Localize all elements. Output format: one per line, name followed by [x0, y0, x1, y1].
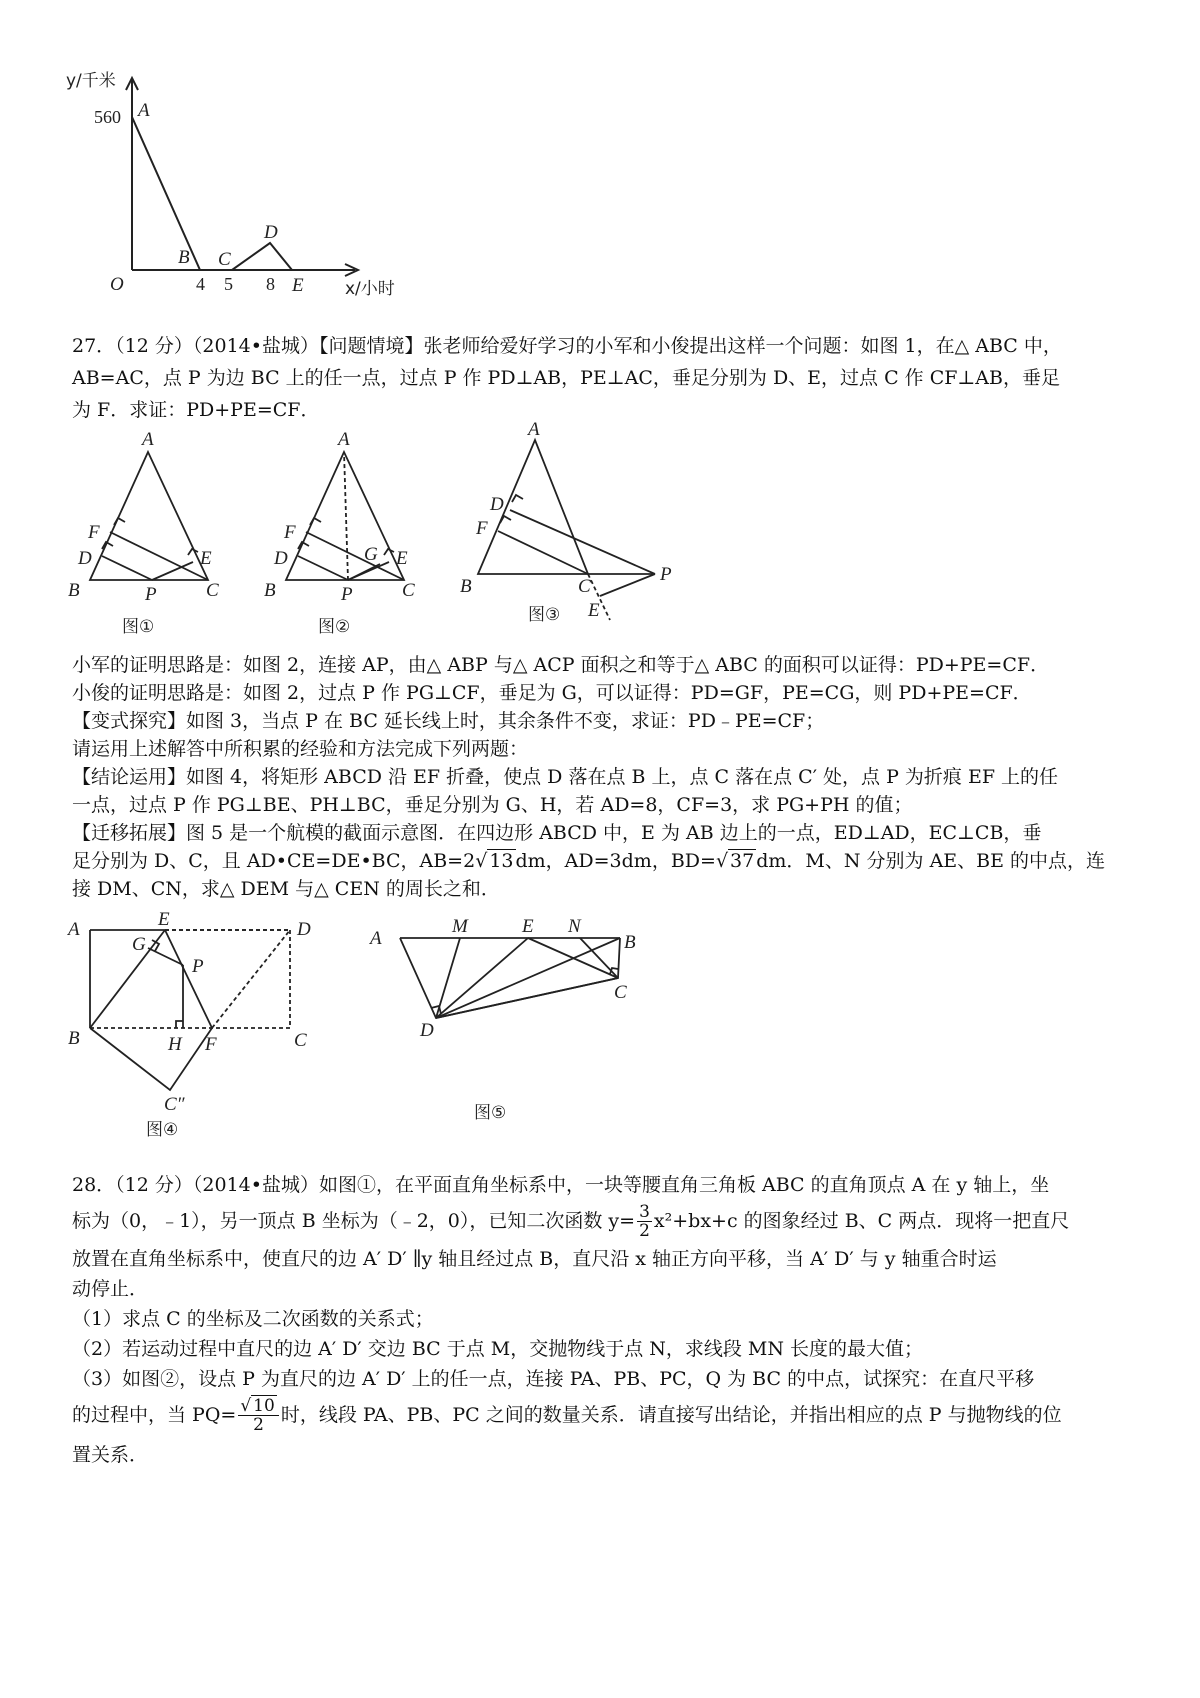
- point-c-label: C: [218, 249, 231, 270]
- x-axis-label: x/小时: [345, 279, 395, 299]
- x-tick-8: 8: [266, 274, 275, 294]
- q27-line-3: 为 F．求证：PD+PE=CF．: [72, 399, 320, 421]
- xiaojun2-approach: 小俊的证明思路是：如图 2，过点 P 作 PG⊥CF，垂足为 G，可以证得：PD=GF，PE=CG，则 PD+PE=CF．: [72, 682, 1032, 704]
- fig1-label-f: F: [88, 522, 100, 543]
- fig1-label-a: A: [142, 429, 154, 450]
- fig3-label-f: F: [476, 518, 488, 539]
- distance-time-graph: [60, 70, 420, 310]
- q28-item-2: （2）若运动过程中直尺的边 A′ D′ 交边 BC 于点 M，交抛物线于点 N，求线段 MN 长度的最大值；: [72, 1338, 924, 1360]
- y-tick-560: 560: [94, 107, 121, 127]
- fig4-label-h: H: [168, 1034, 182, 1055]
- question-27-intro: [72, 330, 1136, 426]
- q27-line-1: 27．（12 分）（2014•盐城）【问题情境】张老师给爱好学习的小军和小俊提出这样一个问题：如图 1，在△ ABC 中，: [72, 335, 1062, 357]
- variant-exploration: 【变式探究】如图 3，当点 P 在 BC 延长线上时，其余条件不变，求证：PD﹣PE=CF；: [72, 710, 825, 732]
- fig3-label-p: P: [660, 564, 672, 585]
- fig3-label-d: D: [490, 494, 504, 515]
- conclusion-application-2: 一点，过点 P 作 PG⊥BE、PH⊥BC，垂足分别为 G、H，若 AD=8，CF=3，求 PG+PH 的值；: [72, 794, 913, 816]
- q28-line-1: 28．（12 分）（2014•盐城）如图①，在平面直角坐标系中，一块等腰直角三角板 ABC 的直角顶点 A 在 y 轴上，坐: [72, 1174, 1050, 1196]
- q28-line-4: 动停止．: [72, 1278, 149, 1300]
- fig5-label-d: D: [420, 1020, 434, 1041]
- q28-line-pq: 的过程中，当 PQ= $\frac{√ 10}{2}$ 时，线段 PA、PB、PC 之间的数量关系．请直接写出结论，并指出相应的点 P 与抛物线的位: [72, 1396, 1062, 1435]
- fig2-label-e: E: [396, 548, 408, 569]
- fig4-label-c: C: [294, 1030, 307, 1051]
- point-d-label: D: [264, 222, 278, 243]
- fig4-label-d: D: [297, 919, 311, 940]
- fig2-label-f: F: [284, 522, 296, 543]
- fig2-label-c: C: [402, 580, 415, 601]
- x-tick-5: 5: [224, 274, 233, 294]
- fig3-caption: 图③: [528, 605, 561, 625]
- fig5-label-e: E: [522, 916, 534, 937]
- fig2-label-a: A: [338, 429, 350, 450]
- fig2-label-p: P: [341, 584, 353, 605]
- point-a-label: A: [138, 100, 150, 121]
- transfer-extension-3: 接 DM、CN，求△ DEM 与△ CEN 的周长之和．: [72, 878, 500, 900]
- fig4-label-g: G: [132, 934, 146, 955]
- x-tick-4: 4: [196, 274, 205, 294]
- fig1-label-d: D: [78, 548, 92, 569]
- fig4-label-a: A: [68, 919, 80, 940]
- fig4-caption: 图④: [146, 1120, 179, 1140]
- fig4-label-p: P: [192, 956, 204, 977]
- fig3-label-e: E: [588, 600, 600, 621]
- fig5-caption: 图⑤: [474, 1103, 507, 1123]
- fig4-label-b: B: [68, 1028, 80, 1049]
- fig2-label-d: D: [274, 548, 288, 569]
- transfer-extension-2: 足分别为 D、C，且 AD•CE=DE•BC，AB=2√ 13 dm，AD=3dm，BD=√ 37 dm．M、N 分别为 AE、BE 的中点，连: [72, 850, 1106, 872]
- fraction-three-halves: $\frac{3}{2}$: [639, 1202, 650, 1241]
- figures-1-3: [60, 420, 700, 650]
- y-axis-label: y/千米: [66, 71, 116, 91]
- fig3-label-b: B: [460, 576, 472, 597]
- fig2-label-g: G: [364, 544, 378, 565]
- q27-line-2: AB=AC，点 P 为边 BC 上的任一点，过点 P 作 PD⊥AB，PE⊥AC，垂足分别为 D、E，过点 C 作 CF⊥AB，垂足: [72, 367, 1060, 389]
- q28-line-3: 放置在直角坐标系中，使直尺的边 A′ D′ ∥y 轴且经过点 B，直尺沿 x 轴正方向平移，当 A′ D′ 与 y 轴重合时运: [72, 1248, 997, 1270]
- conclusion-application-1: 【结论运用】如图 4，将矩形 ABCD 沿 EF 折叠，使点 D 落在点 B 上，点 C 落在点 C′ 处，点 P 为折痕 EF 上的任: [72, 766, 1059, 788]
- instruction: 请运用上述解答中所积累的经验和方法完成下列两题：: [72, 738, 529, 760]
- question-28: [72, 1170, 1136, 1470]
- fig5-label-m: M: [452, 916, 468, 937]
- q28-item-3: （3）如图②，设点 P 为直尺的边 A′ D′ 上的任一点，连接 PA、PB、PC，Q 为 BC 的中点，试探究：在直尺平移: [72, 1368, 1035, 1390]
- fig2-label-b: B: [264, 580, 276, 601]
- q28-line-last: 置关系．: [72, 1444, 149, 1466]
- fig4-label-e: E: [158, 910, 170, 930]
- fig1-label-e: E: [200, 548, 212, 569]
- fig3-label-a: A: [528, 420, 540, 440]
- fig1-caption: 图①: [122, 617, 155, 637]
- xiaojun-approach: 小军的证明思路是：如图 2，连接 AP，由△ ABP 与△ ACP 面积之和等于△ ABC 的面积可以证得：PD+PE=CF．: [72, 654, 1050, 676]
- fig1-label-c: C: [206, 580, 219, 601]
- fig5-label-n: N: [568, 916, 581, 937]
- q28-item-1: （1）求点 C 的坐标及二次函数的关系式；: [72, 1308, 434, 1330]
- point-e-label: E: [292, 275, 304, 296]
- fraction-sqrt10-over-2: $\frac{√ 10}{2}$: [238, 1398, 278, 1434]
- point-b-label: B: [178, 247, 190, 268]
- fig5-label-c: C: [614, 982, 627, 1003]
- fig4-label-f: F: [205, 1034, 217, 1055]
- q28-line-2: 标为（0，﹣1），另一顶点 B 坐标为（﹣2，0），已知二次函数 y= $\frac{3}{2}$ x²+bx+c 的图象经过 B、C 两点．现将一把直尺: [72, 1202, 1070, 1241]
- figures-4-5: [60, 910, 680, 1150]
- question-27-body: [72, 651, 1136, 903]
- fig1-label-p: P: [145, 584, 157, 605]
- transfer-extension-1: 【迁移拓展】图 5 是一个航模的截面示意图．在四边形 ABCD 中，E 为 AB 边上的一点，ED⊥AD，EC⊥CB，垂: [72, 822, 1042, 844]
- fig1-label-b: B: [68, 580, 80, 601]
- fig2-caption: 图②: [318, 617, 351, 637]
- origin-label: O: [110, 274, 124, 295]
- fig4-label-c-prime: C″: [164, 1094, 185, 1115]
- fig5-label-b: B: [624, 932, 636, 953]
- fig5-label-a: A: [370, 928, 382, 949]
- fig3-label-c: C: [578, 576, 591, 597]
